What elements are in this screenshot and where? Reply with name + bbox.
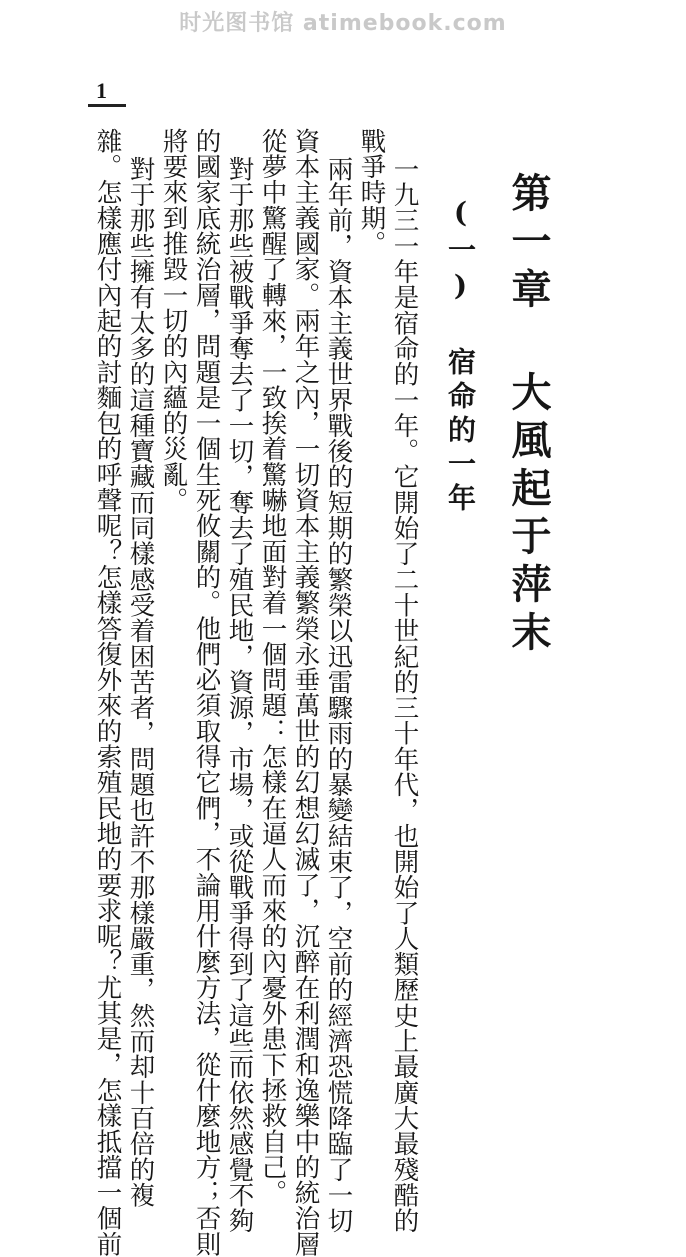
text-column-4: 資本主義國家。兩年之內，一切資本主義繁榮永垂萬世的幻想幻滅了，沉醉在利潤和逸樂中的統治層	[290, 128, 321, 1257]
section-title: (一) 宿命的一年	[444, 196, 477, 517]
text-column-1: 一九三一年是宿命的一年。它開始了二十世紀的三十年代，也開始了人類歷史上最廣大最殘酷的	[389, 156, 420, 1234]
text-column-5: 從夢中驚醒了轉來，一致挨着驚嚇地面對着一個問題：怎樣在逼人而來的內憂外患下拯救自己。	[257, 128, 288, 1206]
text-column-8: 將要來到推毀一切的內蘊的災亂。	[158, 128, 189, 513]
watermark: 时光图书馆 atimebook.com	[179, 11, 507, 36]
text-column-9: 對于那些擁有太多的這種寶藏而同樣感受着困苦者，問題也許不那樣嚴重，然而却十百倍的複	[125, 156, 156, 1208]
text-column-6: 對于那些被戰爭奪去了一切，奪去了殖民地，資源，市場，或從戰爭得到了這些而依然感覺不夠	[224, 156, 255, 1234]
text-column-10: 雜。怎樣應付內起的討麵包的呼聲呢？怎樣答復外來的索殖民地的要求呢？尤其是，怎樣抵擋一個前	[92, 128, 123, 1257]
text-column-7: 的國家底統治層，問題是一個生死攸關的。他們必須取得它們，不論用什麼方法，從什麼地方；否則	[191, 128, 222, 1257]
page-number-rule	[88, 104, 126, 107]
page-number: 1	[96, 78, 107, 103]
text-column-2: 戰爭時期。	[356, 128, 387, 257]
chapter-title: 第一章 大風起于萍末	[505, 172, 552, 659]
text-column-3: 兩年前，資本主義世界戰後的短期的繁榮以迅雷驟雨的暴變結束了，空前的經濟恐慌降臨了一切	[323, 156, 354, 1234]
